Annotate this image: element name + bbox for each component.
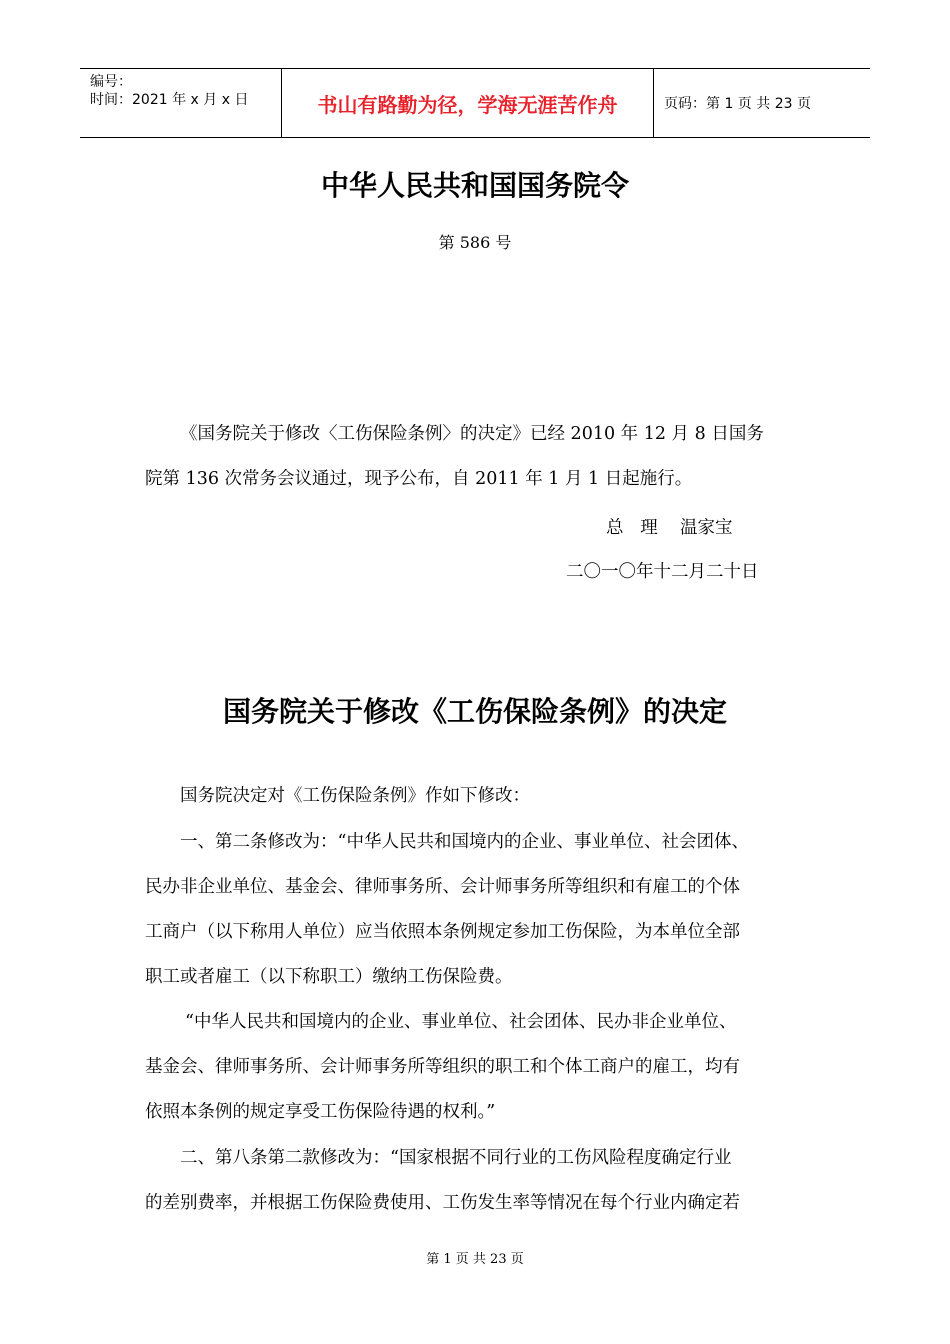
intro-line-1: 《国务院关于修改〈工伤保险条例〉的决定》已经 2010 年 12 月 8 日国务 — [180, 424, 764, 444]
body-line: 国务院决定对《工伤保险条例》作如下修改： — [180, 786, 530, 806]
body-line: “中华人民共和国境内的企业、事业单位、社会团体、民办非企业单位、 — [185, 1012, 737, 1032]
body-line: 职工或者雇工（以下称职工）缴纳工伤保险费。 — [145, 967, 513, 987]
motto-text: 书山有路勤为径，学海无涯苦作舟 — [317, 92, 618, 117]
body-line: 工商户（以下称用人单位）应当依照本条例规定参加工伤保险，为本单位全部 — [145, 922, 740, 942]
time-label: 时间：2021 年 x 月 x 日 — [90, 92, 249, 108]
body-line: 一、第二条修改为：“中华人民共和国境内的企业、事业单位、社会团体、 — [180, 832, 749, 852]
serial-label: 编号： — [90, 74, 132, 90]
sign-date: 二〇一〇年十二月二十日 — [566, 562, 759, 582]
header-meta-cell — [80, 69, 282, 137]
page-footer: 第 1 页 共 23 页 — [426, 1252, 524, 1267]
header-page-cell — [654, 69, 870, 137]
order-number: 第 586 号 — [438, 233, 512, 252]
page-info: 页码：第 1 页 共 23 页 — [664, 96, 811, 112]
document-title: 中华人民共和国国务院令 — [320, 169, 629, 202]
signatory: 总 理 温家宝 — [606, 518, 733, 538]
body-line: 依照本条例的规定享受工伤保险待遇的权利。” — [145, 1102, 496, 1122]
body-line: 二、第八条第二款修改为：“国家根据不同行业的工伤风险程度确定行业 — [180, 1148, 732, 1168]
body-line: 的差别费率，并根据工伤保险费使用、工伤发生率等情况在每个行业内确定若 — [145, 1193, 740, 1213]
header-table — [80, 68, 870, 138]
body-line: 民办非企业单位、基金会、律师事务所、会计师事务所等组织和有雇工的个体 — [145, 877, 740, 897]
body-line: 基金会、律师事务所、会计师事务所等组织的职工和个体工商户的雇工，均有 — [145, 1057, 740, 1077]
decision-title: 国务院关于修改《工伤保险条例》的决定 — [222, 695, 727, 728]
intro-line-2: 院第 136 次常务会议通过，现予公布，自 2011 年 1 月 1 日起施行。 — [145, 469, 693, 489]
header-motto-cell — [282, 69, 654, 137]
